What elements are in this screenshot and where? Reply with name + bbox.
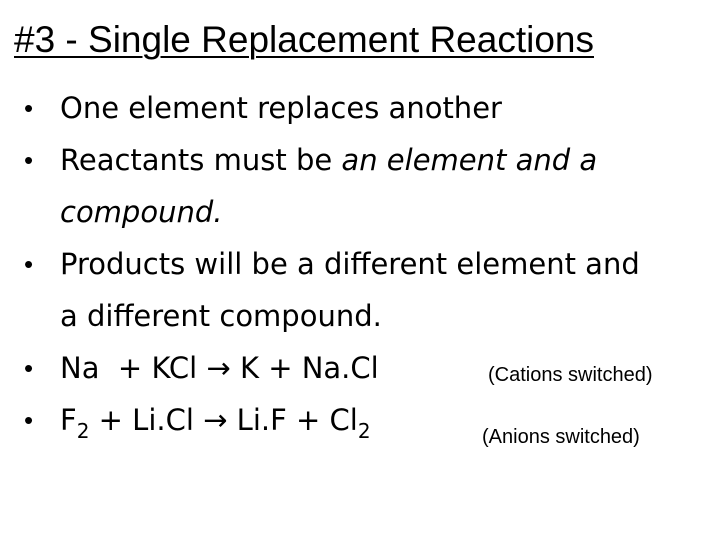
bullet-dot-icon: • (24, 405, 34, 435)
reactant (60, 403, 90, 443)
product (329, 403, 371, 443)
bullet-list (22, 82, 712, 446)
element-symbol: Cl (329, 403, 358, 437)
bullet-text: Reactants must be (60, 143, 342, 177)
plus-sign: + (296, 403, 321, 437)
bullet-dot-icon: • (24, 353, 34, 383)
bullet-item (22, 82, 712, 134)
plus-sign: + (98, 403, 123, 437)
bullet-text-line (60, 186, 712, 238)
plus-sign: + (268, 351, 293, 385)
bullet-dot-icon: • (24, 145, 34, 175)
bullet-italic-text: compound. (60, 195, 223, 229)
slide-title: #3 - Single Replacement Reactions (14, 19, 594, 60)
bullet-item (22, 134, 712, 238)
bullet-text: One element replaces another (60, 91, 502, 125)
product: Li.F (236, 403, 287, 437)
reactant: Na (60, 351, 100, 385)
subscript: 2 (357, 419, 371, 443)
product: Na.Cl (301, 351, 379, 385)
bullet-text: a different compound. (60, 299, 382, 333)
product: K (239, 351, 259, 385)
bullet-italic-text: an element and a (341, 143, 598, 177)
reaction-arrow-icon: → (203, 403, 228, 437)
plus-sign: + (117, 351, 143, 385)
reactant: KCl (151, 351, 198, 385)
reaction-arrow-icon: → (206, 351, 231, 385)
reaction-note-cations: (Cations switched) (488, 364, 653, 386)
bullet-dot-icon: • (24, 249, 34, 279)
bullet-item (22, 238, 712, 342)
bullet-text-line (60, 134, 712, 186)
chemical-equation (60, 342, 379, 394)
subscript: 2 (76, 419, 90, 443)
bullet-text: Products will be a different element and (60, 247, 640, 281)
bullet-dot-icon: • (24, 93, 34, 123)
element-symbol: F (60, 403, 77, 437)
reactant: Li.Cl (132, 403, 194, 437)
reaction-note-anions: (Anions switched) (482, 426, 640, 448)
chemical-equation (60, 394, 371, 446)
